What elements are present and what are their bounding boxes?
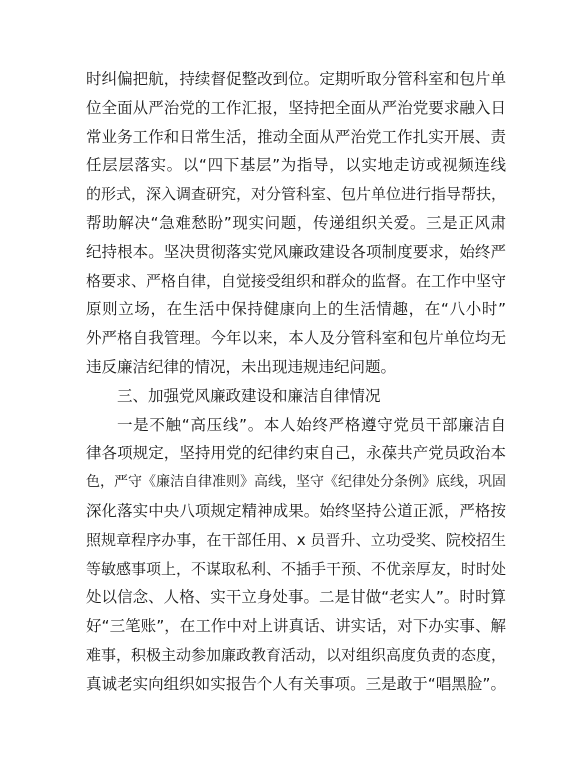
paragraph-line: 难事，积极主动参加廉政教育活动，以对组织高度负责的态度， bbox=[86, 645, 507, 664]
paragraph-line: 外严格自我管理。今年以来，本人及分管科室和包片单位均无 bbox=[86, 329, 506, 348]
paragraph-line: 处以信念、人格、实干立身处事。二是甘做“老实人”。时时算 bbox=[86, 588, 506, 607]
document-body bbox=[86, 65, 506, 699]
paragraph-line: 好“三笔账”，在工作中对上讲真话、讲实话，对下办实事、解 bbox=[86, 617, 506, 636]
paragraph-line: 一是不触“高压线”。本人始终严格遵守党员干部廉洁自 bbox=[117, 415, 506, 434]
paragraph-line: 帮助解决“急难愁盼”现实问题，传递组织关爱。三是正风肃 bbox=[86, 213, 506, 232]
paragraph-line: 真诚老实向组织如实报告个人有关事项。三是敢于“唱黑脸”。 bbox=[86, 674, 506, 693]
section-heading: 三、加强党风廉政建设和廉洁自律情况 bbox=[117, 386, 381, 405]
paragraph-line: 色，严守《廉洁自律准则》高线，坚守《纪律处分条例》底线，巩固 bbox=[86, 474, 506, 491]
paragraph-line: 律各项规定，坚持用党的纪律约束自己，永葆共产党员政治本 bbox=[86, 444, 506, 463]
paragraph-line: 照规章程序办事，在干部任用、x 员晋升、立功受奖、院校招生 bbox=[86, 530, 506, 549]
paragraph-line: 位全面从严治党的工作汇报，坚持把全面从严治党要求融入日 bbox=[86, 98, 506, 117]
paragraph-line: 违反廉洁纪律的情况，未出现违规违纪问题。 bbox=[86, 357, 397, 376]
paragraph-line: 的形式，深入调查研究，对分管科室、包片单位进行指导帮扶， bbox=[86, 185, 507, 204]
paragraph-line: 深化落实中央八项规定精神成果。始终坚持公道正派，严格按 bbox=[86, 501, 506, 520]
paragraph-line: 纪持根本。坚决贯彻落实党风廉政建设各项制度要求，始终严 bbox=[86, 242, 506, 261]
paragraph-line: 常业务工作和日常生活，推动全面从严治党工作扎实开展、责 bbox=[86, 127, 506, 146]
paragraph-line: 等敏感事项上，不谋取私利、不插手干预、不优亲厚友，时时处 bbox=[86, 559, 507, 578]
paragraph-line: 任层层落实。以“四下基层”为指导，以实地走访或视频连线 bbox=[86, 156, 506, 175]
paragraph-line: 格要求、严格自律，自觉接受组织和群众的监督。在工作中坚守 bbox=[86, 271, 507, 290]
paragraph-line: 原则立场，在生活中保持健康向上的生活情趣，在“八小时” bbox=[86, 300, 506, 319]
paragraph-line: 时纠偏把航，持续督促整改到位。定期听取分管科室和包片单 bbox=[86, 70, 506, 88]
